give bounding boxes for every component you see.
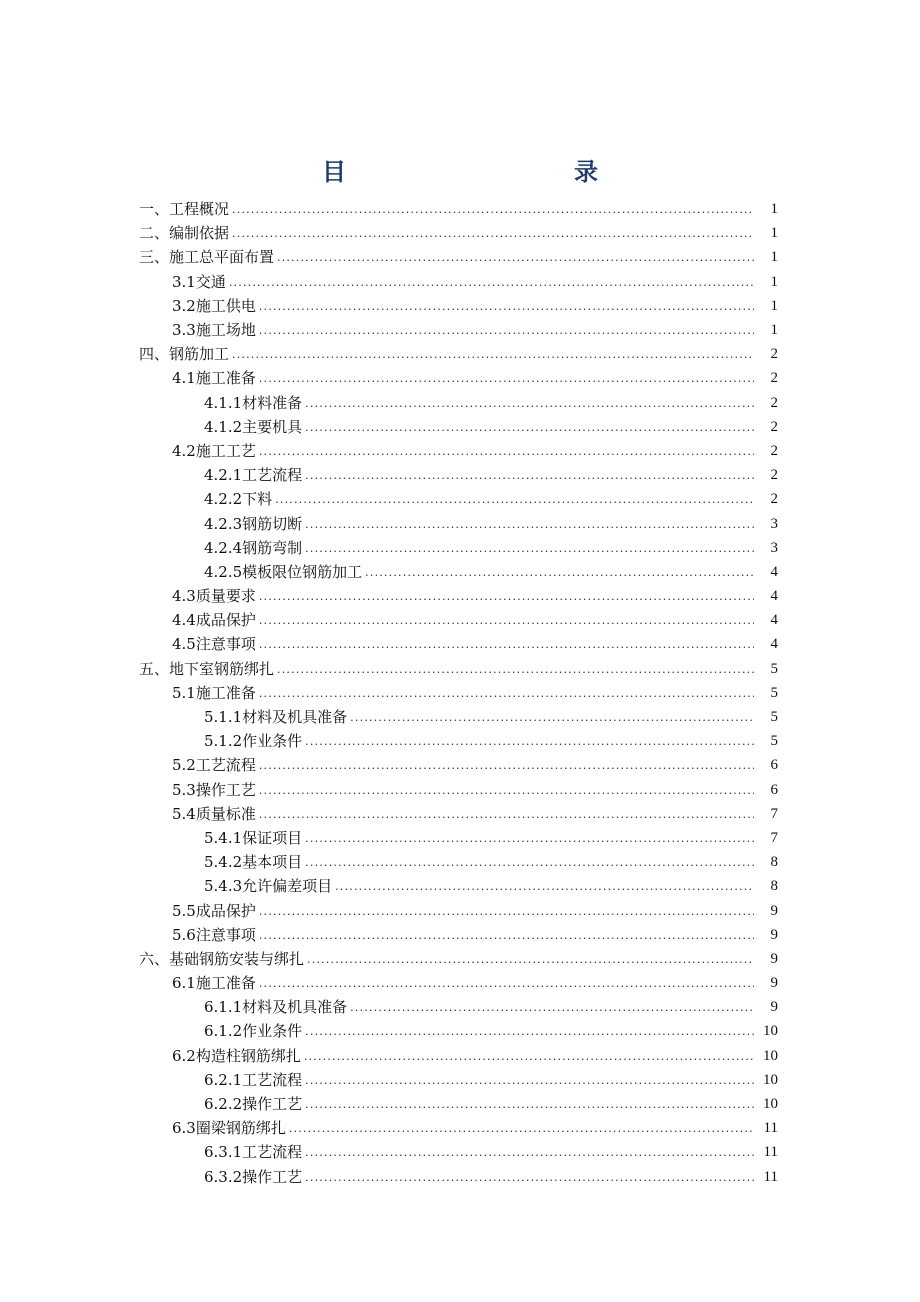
toc-entry-label: 6.2.2操作工艺 xyxy=(204,1095,303,1114)
toc-page-number: 10 xyxy=(763,1096,778,1113)
toc-dot-leader xyxy=(259,370,754,388)
toc-page-number: 2 xyxy=(770,491,778,508)
toc-entry[interactable] xyxy=(0,487,920,511)
toc-page-number: 1 xyxy=(770,225,778,242)
toc-entry-label: 五、地下室钢筋绑扎 xyxy=(139,659,275,678)
toc-entry[interactable] xyxy=(0,1116,920,1140)
toc-dot-leader xyxy=(305,419,754,437)
toc-dot-leader xyxy=(277,661,754,679)
toc-dot-leader xyxy=(305,830,754,848)
toc-page-number: 1 xyxy=(770,249,778,266)
toc-dot-leader xyxy=(305,467,754,485)
toc-dot-leader xyxy=(232,201,754,219)
toc-entry-label: 5.1施工准备 xyxy=(172,683,256,702)
toc-entry[interactable] xyxy=(0,1092,920,1116)
toc-dot-leader xyxy=(232,225,754,243)
toc-dot-leader xyxy=(259,443,754,461)
toc-page-number: 2 xyxy=(770,394,778,411)
toc-page-number: 10 xyxy=(763,1047,778,1064)
toc-dot-leader xyxy=(350,999,754,1017)
toc-entry[interactable] xyxy=(0,245,920,269)
toc-entry[interactable] xyxy=(0,560,920,584)
toc-page-number: 8 xyxy=(770,854,778,871)
toc-entry[interactable] xyxy=(0,584,920,608)
toc-entry-label: 6.3.2操作工艺 xyxy=(204,1167,303,1186)
toc-entry-label: 一、工程概况 xyxy=(139,200,230,219)
toc-entry-label: 4.2.2下料 xyxy=(204,490,273,509)
toc-entry-label: 三、施工总平面布置 xyxy=(139,248,275,267)
toc-entry[interactable] xyxy=(0,1068,920,1092)
toc-entry-label: 5.2工艺流程 xyxy=(172,756,256,775)
toc-entry[interactable] xyxy=(0,874,920,898)
toc-entry-label: 二、编制依据 xyxy=(139,224,230,243)
toc-entry-label: 6.1施工准备 xyxy=(172,974,256,993)
toc-entry[interactable] xyxy=(0,463,920,487)
toc-entry[interactable] xyxy=(0,366,920,390)
toc-page-number: 11 xyxy=(763,1144,778,1161)
toc-page-number: 2 xyxy=(770,346,778,363)
toc-entry-label: 4.3质量要求 xyxy=(172,587,256,606)
toc-entry[interactable] xyxy=(0,923,920,947)
toc-page-number: 4 xyxy=(770,588,778,605)
toc-page-number: 5 xyxy=(770,684,778,701)
toc-dot-leader xyxy=(259,806,754,824)
toc-entry-label: 四、钢筋加工 xyxy=(139,345,230,364)
toc-page-number: 11 xyxy=(763,1168,778,1185)
toc-dot-leader xyxy=(259,636,754,654)
toc-page-number: 4 xyxy=(770,636,778,653)
toc-entry-label: 6.1.1材料及机具准备 xyxy=(204,998,348,1017)
toc-dot-leader xyxy=(277,249,754,267)
toc-page-number: 1 xyxy=(770,201,778,218)
toc-page-number: 5 xyxy=(770,733,778,750)
toc-entry-label: 6.1.2作业条件 xyxy=(204,1022,303,1041)
toc-dot-leader xyxy=(259,685,754,703)
toc-dot-leader xyxy=(229,274,754,292)
toc-dot-leader xyxy=(305,733,754,751)
toc-dot-leader xyxy=(305,1023,754,1041)
toc-entry-label: 5.4.3允许偏差项目 xyxy=(204,877,333,896)
toc-page-number: 10 xyxy=(763,1023,778,1040)
toc-page-number: 3 xyxy=(770,515,778,532)
toc-page-number: 2 xyxy=(770,442,778,459)
toc-entry[interactable] xyxy=(0,608,920,632)
toc-entry[interactable] xyxy=(0,415,920,439)
toc-entry[interactable] xyxy=(0,511,920,535)
toc-entry-label: 5.4.1保证项目 xyxy=(204,828,303,847)
toc-page-number: 2 xyxy=(770,370,778,387)
toc-entry-label: 6.2.1工艺流程 xyxy=(204,1070,303,1089)
toc-entry-label: 4.2.3钢筋切断 xyxy=(204,514,303,533)
toc-entry[interactable] xyxy=(0,270,920,294)
toc-page-number: 1 xyxy=(770,273,778,290)
toc-entry[interactable] xyxy=(0,221,920,245)
toc-entry-label: 4.2施工工艺 xyxy=(172,441,256,460)
toc-entry[interactable] xyxy=(0,391,920,415)
toc-dot-leader xyxy=(259,782,754,800)
toc-page-number: 5 xyxy=(770,660,778,677)
toc-page-number: 9 xyxy=(770,926,778,943)
toc-dot-leader xyxy=(305,1144,754,1162)
toc-entry[interactable] xyxy=(0,995,920,1019)
toc-page-number: 1 xyxy=(770,297,778,314)
toc-title: 目 录 xyxy=(322,157,658,186)
toc-entry[interactable] xyxy=(0,753,920,777)
toc-dot-leader xyxy=(259,612,754,630)
toc-entry-label: 4.2.5模板限位钢筋加工 xyxy=(204,562,363,581)
toc-dot-leader xyxy=(350,709,754,727)
toc-entry[interactable] xyxy=(0,342,920,366)
toc-entry-label: 3.3施工场地 xyxy=(172,321,256,340)
toc-entry-label: 5.4.2基本项目 xyxy=(204,853,303,872)
toc-entry[interactable] xyxy=(0,1140,920,1164)
toc-dot-leader xyxy=(305,540,754,558)
toc-entry[interactable] xyxy=(0,197,920,221)
toc-dot-leader xyxy=(335,878,754,896)
toc-entry-label: 4.1施工准备 xyxy=(172,369,256,388)
toc-entry[interactable] xyxy=(0,1019,920,1043)
toc-entry[interactable] xyxy=(0,778,920,802)
toc-dot-leader xyxy=(275,491,754,509)
toc-page-number: 4 xyxy=(770,612,778,629)
toc-entry[interactable] xyxy=(0,318,920,342)
toc-dot-leader xyxy=(259,757,754,775)
toc-dot-leader xyxy=(307,951,754,969)
toc-entry[interactable] xyxy=(0,1165,920,1189)
toc-entry[interactable] xyxy=(0,898,920,922)
toc-page-number: 2 xyxy=(770,467,778,484)
toc-entry-label: 3.1交通 xyxy=(172,272,226,291)
toc-entry-label: 4.5注意事项 xyxy=(172,635,256,654)
toc-entry[interactable] xyxy=(0,536,920,560)
toc-entry[interactable] xyxy=(0,705,920,729)
toc-entry-label: 六、基础钢筋安装与绑扎 xyxy=(139,949,305,968)
toc-page-number: 3 xyxy=(770,539,778,556)
toc-page-number: 4 xyxy=(770,563,778,580)
toc-dot-leader xyxy=(305,516,754,534)
toc-entry[interactable] xyxy=(0,681,920,705)
toc-entry[interactable] xyxy=(0,439,920,463)
toc-dot-leader xyxy=(305,1169,754,1187)
toc-page-number: 6 xyxy=(770,781,778,798)
toc-dot-leader xyxy=(305,395,754,413)
toc-dot-leader xyxy=(259,975,754,993)
toc-page-number: 9 xyxy=(770,902,778,919)
toc-dot-leader xyxy=(259,903,754,921)
toc-page-number: 8 xyxy=(770,878,778,895)
toc-dot-leader xyxy=(305,1072,754,1090)
toc-page-number: 6 xyxy=(770,757,778,774)
toc-page-number: 9 xyxy=(770,975,778,992)
toc-page-number: 1 xyxy=(770,322,778,339)
toc-entry[interactable] xyxy=(0,850,920,874)
toc-dot-leader xyxy=(259,588,754,606)
toc-entry-label: 5.1.2作业条件 xyxy=(204,732,303,751)
toc-entry[interactable] xyxy=(0,802,920,826)
toc-entry-label: 5.6注意事项 xyxy=(172,925,256,944)
toc-entry-label: 4.4成品保护 xyxy=(172,611,256,630)
toc-dot-leader xyxy=(232,346,754,364)
toc-entry-label: 3.2施工供电 xyxy=(172,296,256,315)
toc-entry-label: 5.5成品保护 xyxy=(172,901,256,920)
toc-dot-leader xyxy=(365,564,754,582)
table-of-contents xyxy=(0,197,920,1189)
toc-dot-leader xyxy=(259,298,754,316)
toc-entry[interactable] xyxy=(0,1044,920,1068)
toc-entry[interactable] xyxy=(0,729,920,753)
toc-entry-label: 5.3操作工艺 xyxy=(172,780,256,799)
toc-entry[interactable] xyxy=(0,826,920,850)
toc-entry-label: 4.1.1材料准备 xyxy=(204,393,303,412)
toc-entry[interactable] xyxy=(0,657,920,681)
toc-page-number: 11 xyxy=(763,1120,778,1137)
toc-page-number: 9 xyxy=(770,950,778,967)
toc-entry-label: 5.1.1材料及机具准备 xyxy=(204,708,348,727)
toc-dot-leader xyxy=(259,927,754,945)
toc-dot-leader xyxy=(304,1048,754,1066)
toc-page-number: 2 xyxy=(770,418,778,435)
toc-page-number: 9 xyxy=(770,999,778,1016)
toc-dot-leader xyxy=(259,322,754,340)
toc-entry-label: 4.1.2主要机具 xyxy=(204,417,303,436)
toc-dot-leader xyxy=(305,854,754,872)
toc-entry[interactable] xyxy=(0,971,920,995)
toc-entry[interactable] xyxy=(0,294,920,318)
toc-entry-label: 6.3圈梁钢筋绑扎 xyxy=(172,1119,286,1138)
toc-entry-label: 5.4质量标准 xyxy=(172,804,256,823)
toc-entry-label: 4.2.4钢筋弯制 xyxy=(204,538,303,557)
toc-entry-label: 4.2.1工艺流程 xyxy=(204,466,303,485)
toc-entry-label: 6.2构造柱钢筋绑扎 xyxy=(172,1046,301,1065)
toc-entry[interactable] xyxy=(0,632,920,656)
toc-page-number: 7 xyxy=(770,805,778,822)
toc-page-number: 10 xyxy=(763,1071,778,1088)
toc-page-number: 7 xyxy=(770,829,778,846)
toc-entry[interactable] xyxy=(0,947,920,971)
toc-entry-label: 6.3.1工艺流程 xyxy=(204,1143,303,1162)
toc-page-number: 5 xyxy=(770,709,778,726)
toc-dot-leader xyxy=(289,1120,754,1138)
toc-dot-leader xyxy=(305,1096,754,1114)
